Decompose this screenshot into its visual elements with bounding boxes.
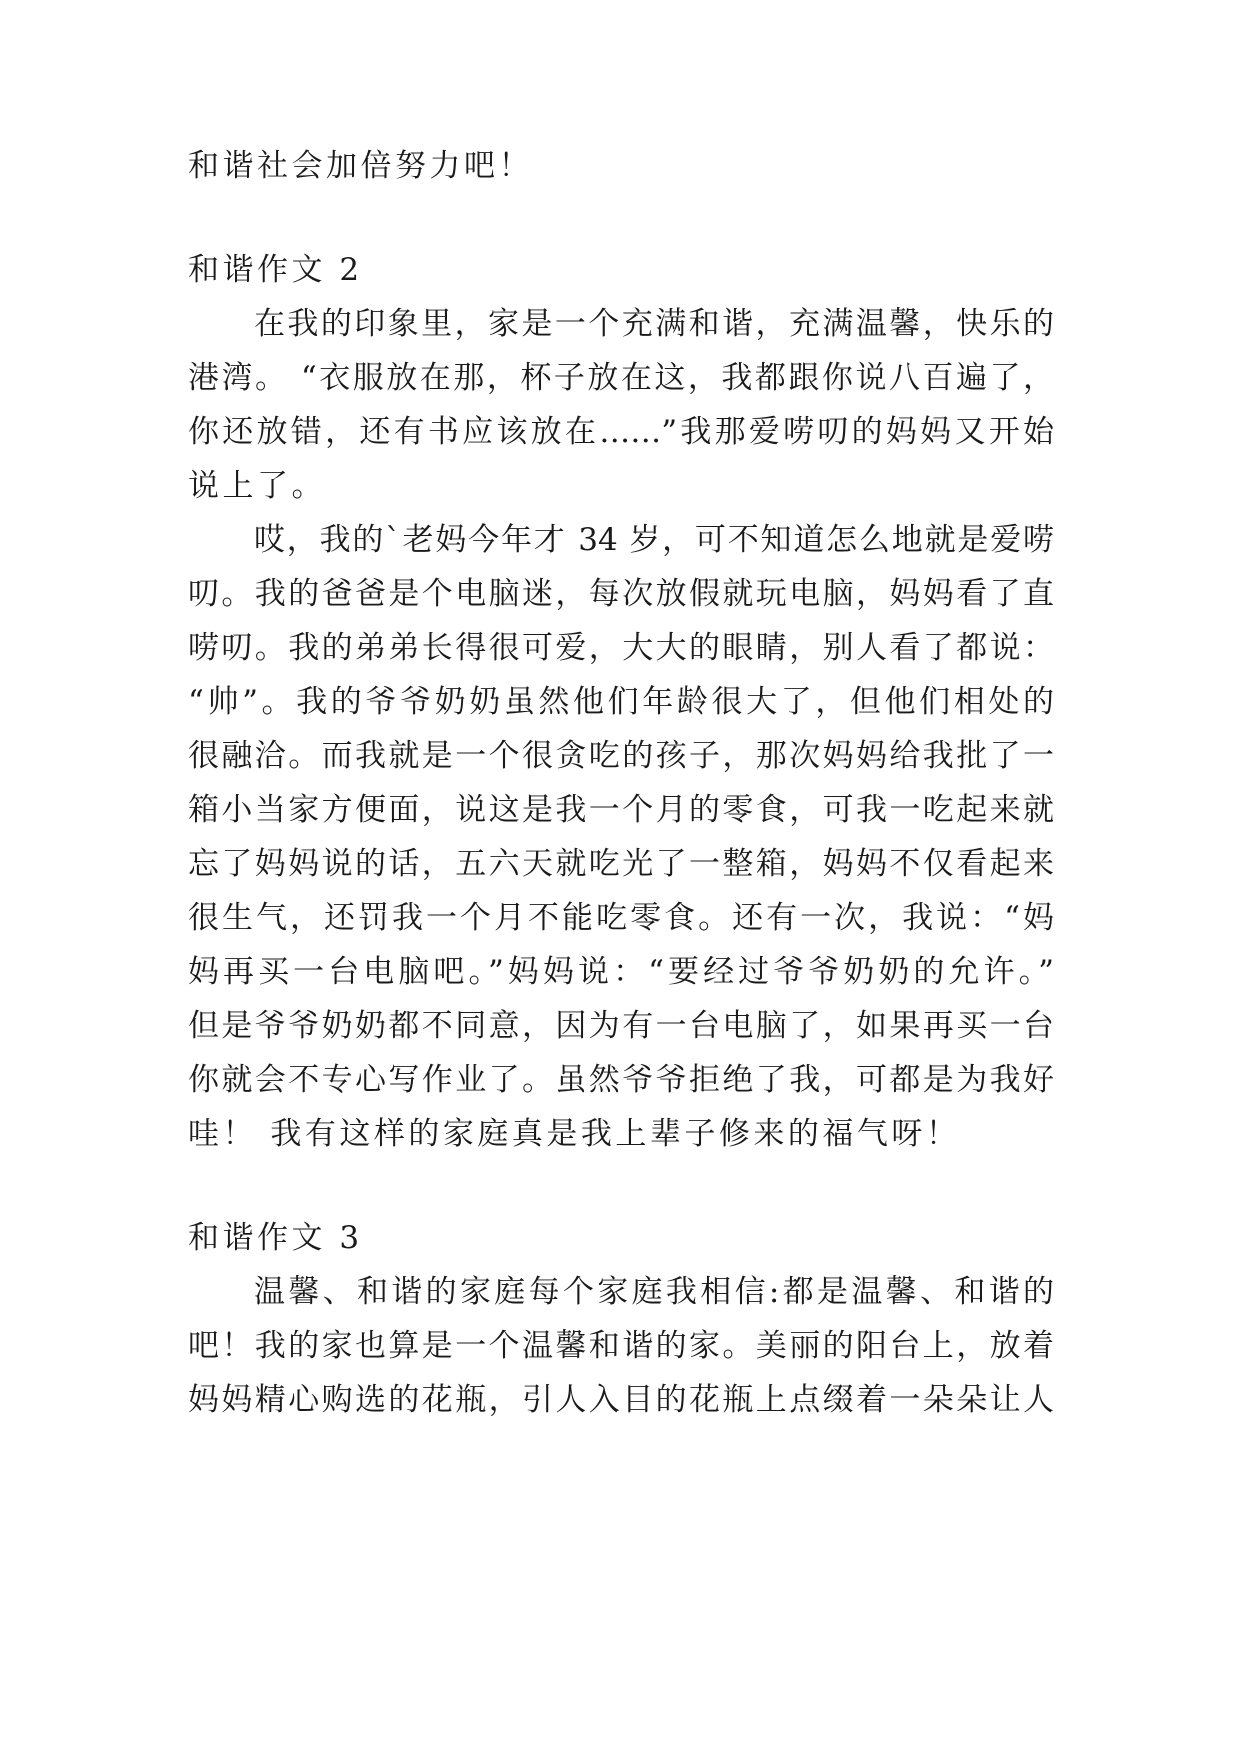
paragraph-line: 妈妈精心购选的花瓶，引人入目的花瓶上点缀着一朵朵让人 — [188, 1382, 1054, 1418]
paragraph-line: 你就会不专心写作业了。虽然爷爷拒绝了我，可都是为我好 — [188, 1062, 1054, 1098]
section-heading: 和谐作文 3 — [188, 1220, 363, 1256]
paragraph-line: 很生气，还罚我一个月不能吃零食。还有一次，我说：“妈 — [188, 900, 1054, 936]
paragraph-line: “帅”。我的爷爷奶奶虽然他们年龄很大了，但他们相处的 — [188, 684, 1054, 720]
paragraph-line: 但是爷爷奶奶都不同意，因为有一台电脑了，如果再买一台 — [188, 1008, 1054, 1044]
paragraph-line: 唠叨。我的弟弟长得很可爱，大大的眼睛，别人看了都说： — [188, 630, 1054, 666]
section-heading: 和谐作文 2 — [188, 252, 363, 288]
paragraph-line: 在我的印象里，家是一个充满和谐，充满温馨，快乐的 — [254, 306, 1054, 342]
paragraph-line: 叨。我的爸爸是个电脑迷，每次放假就玩电脑，妈妈看了直 — [188, 576, 1054, 612]
continuation-line: 和谐社会加倍努力吧！ — [188, 148, 533, 184]
paragraph-line: 妈再买一台电脑吧。”妈妈说：“要经过爷爷奶奶的允许。” — [188, 954, 1054, 990]
paragraph-line: 温馨、和谐的家庭每个家庭我相信:都是温馨、和谐的 — [254, 1274, 1054, 1310]
paragraph-line: 哎，我的`老妈今年才 34 岁，可不知道怎么地就是爱唠 — [254, 522, 1054, 558]
paragraph-line: 说上了。 — [188, 468, 326, 504]
paragraph-line: 箱小当家方便面，说这是我一个月的零食，可我一吃起来就 — [188, 792, 1054, 828]
paragraph-line: 忘了妈妈说的话，五六天就吃光了一整箱，妈妈不仅看起来 — [188, 846, 1054, 882]
paragraph-line: 哇！ 我有这样的家庭真是我上辈子修来的福气呀！ — [188, 1116, 961, 1152]
paragraph-line: 你还放错，还有书应该放在……”我那爱唠叨的妈妈又开始 — [188, 414, 1054, 450]
paragraph-line: 很融洽。而我就是一个很贪吃的孩子，那次妈妈给我批了一 — [188, 738, 1054, 774]
paragraph-line: 吧！我的家也算是一个温馨和谐的家。美丽的阳台上，放着 — [188, 1328, 1054, 1364]
paragraph-line: 港湾。 “衣服放在那，杯子放在这，我都跟你说八百遍了， — [188, 360, 1054, 396]
